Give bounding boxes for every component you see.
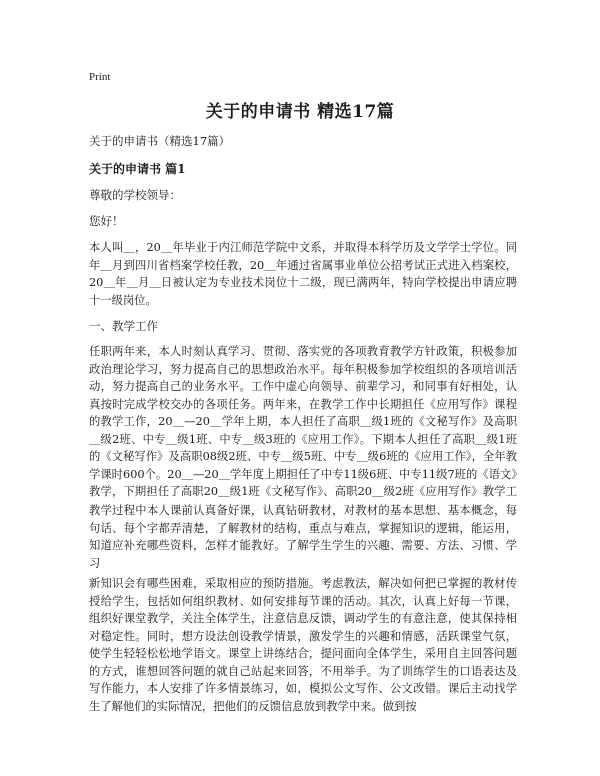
intro-paragraph: 本人叫＿，20＿年毕业于内江师范学院中文系，并取得本科学历及文学学士学位。同年＿月到四川省档案学校任教，20＿年通过省属事业单位公招考试正式进入档案校，20＿年＿月＿日被认定为专业技术岗位十二级，现已满两年，特向学校提出申请应聘十一级岗位。 [89, 241, 517, 307]
heading-teaching: 一、教学工作 [89, 319, 158, 333]
salutation: 尊敬的学校领导： [89, 188, 181, 202]
section-title: 关于的申请书 篇1 [89, 162, 186, 176]
greeting: 您好！ [89, 214, 124, 228]
print-label: Print [89, 71, 111, 83]
preparation-paragraph: 教学过程中本人课前认真备好课，认真钻研教材，对教材的基本思想、基本概念，每句话、每个字都弄清楚，了解教材的结构，重点与难点，掌握知识的逻辑，能运用，知道应补充哪些资料，怎样才能教好。了解学生学生的兴趣、需要、方法、习惯、学习 [89, 504, 517, 570]
document-subtitle: 关于的申请书（精选17篇） [89, 134, 231, 148]
method-paragraph: 新知识会有哪些困难，采取相应的预防措施。考虑教法，解决如何把已掌握的教材传授给学生，包括如何组织教材、如何安排每节课的活动。其次，认真上好每一节课，组织好课堂教学，关注全体学生，注意信息反馈，调动学生的有意注意，使其保持相对稳定性。同时，想方设法创设教学情景，激发学生的兴趣和情感，活跃课堂气氛，使学生轻轻松松地学语文。课堂上讲练结合，提问面向全体学生，采用自主回答问题的方式，谁想回答问题的就自己站起来回答，不用举手。为了训练学生的口语表达及写作能力，本人安排了许多情景练习，如，模拟公文写作、公文改错。课后主动找学生了解他们的实际情况，把他们的反馈信息放到教学中来。做到按 [89, 577, 517, 713]
document-title: 关于的申请书 精选17篇 [205, 102, 395, 122]
teaching-paragraph: 任职两年来，本人时刻认真学习、贯彻、落实党的各项教育教学方针政策，积极参加政治理论学习，努力提高自己的思想政治水平。每年积极参加学校组织的各项培训活动，努力提高自己的业务水平。工作中虚心向领导、前辈学习，和同事有好相处，认真按时完成学校交办的各项任务。两年来，在教学工作中长期担任《应用写作》课程的教学工作，20＿—20＿学年上期，本人担任了高职＿级1班的《文秘写作》及高职＿级2班、中专＿级1班、中专＿级3班的《应用工作》。下期本人担任了高职＿级1班的《文秘写作》及高职08级2班、中专＿级5班、中专＿级6班的《应用工作》，全年教学课时600个。20＿—20＿学年度上期担任了中专11级6班、中专11级7班的《语文》教学，下期担任了高职20＿级1班《文秘写作》、高职20＿级2班《应用写作》教学工 [89, 345, 517, 498]
